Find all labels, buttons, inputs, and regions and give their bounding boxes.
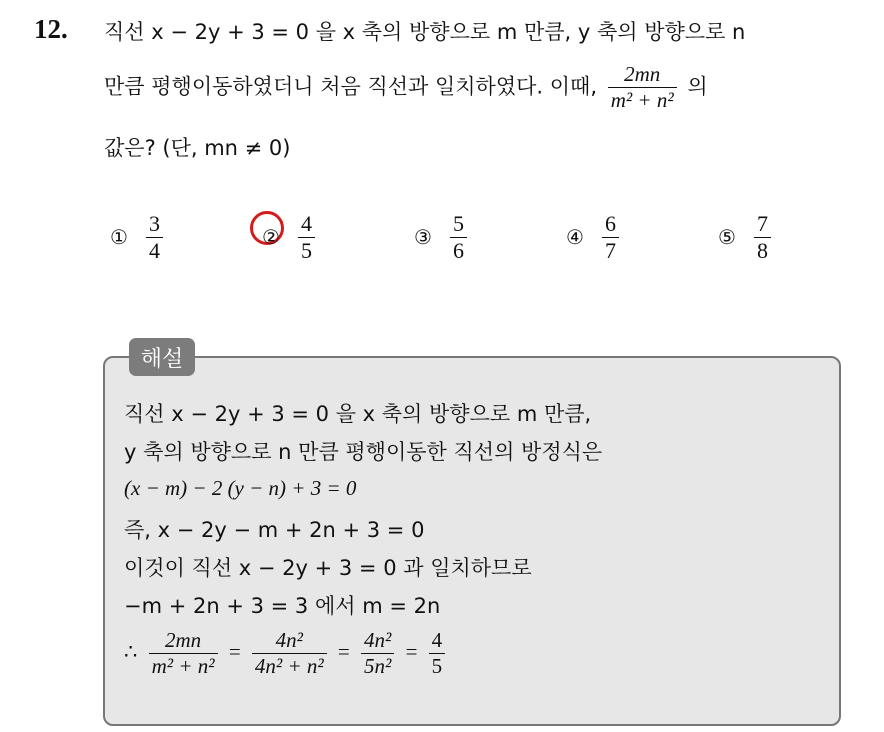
choice-3-fraction — [450, 211, 467, 264]
choice-4-den: 7 — [602, 237, 619, 264]
therefore-symbol: ∴ — [124, 639, 138, 664]
final-fraction-1-den: m² + n² — [149, 653, 218, 679]
choice-3-num: 5 — [453, 210, 464, 236]
choice-2-den: 5 — [298, 237, 315, 264]
question-line-2-end: 의 — [687, 74, 708, 99]
choice-1[interactable] — [110, 205, 220, 269]
final-fraction-3 — [361, 628, 394, 679]
equals-sign-2: = — [337, 639, 350, 664]
choice-5-mark: ⑤ — [718, 225, 736, 249]
choice-5-fraction — [754, 211, 771, 264]
question-line-2-text: 만큼 평행이동하였더니 처음 직선과 일치하였다. 이때, — [104, 74, 598, 99]
final-fraction-4-den: 5 — [429, 653, 446, 679]
choice-4-mark: ④ — [566, 225, 584, 249]
solution-line-4: 즉, x − 2y − m + 2n + 3 = 0 — [124, 518, 425, 542]
choice-1-fraction — [146, 211, 163, 264]
final-fraction-2-den: 4n² + n² — [252, 653, 327, 679]
final-fraction-3-num: 4n² — [364, 628, 392, 652]
choice-4[interactable] — [566, 205, 676, 269]
final-fraction-1-num: 2mn — [165, 628, 202, 652]
choice-3-mark: ③ — [414, 225, 432, 249]
final-fraction-1 — [149, 628, 218, 679]
choice-2[interactable] — [262, 205, 372, 269]
question-fraction — [608, 62, 677, 113]
equals-sign-1: = — [228, 639, 241, 664]
choice-2-num: 4 — [301, 210, 312, 236]
question-line-3: 값은? (단, mn ≠ 0) — [104, 136, 291, 160]
question-line-2 — [104, 62, 708, 113]
choice-3[interactable] — [414, 205, 524, 269]
question-line-1: 직선 x − 2y + 3 = 0 을 x 축의 방향으로 m 만큼, y 축의 방향으로 n — [104, 20, 746, 44]
equals-sign-3: = — [405, 639, 418, 664]
choice-2-mark: ② — [262, 225, 280, 249]
choice-1-num: 3 — [149, 210, 160, 236]
final-fraction-4-num: 4 — [431, 628, 443, 652]
final-fraction-4 — [429, 628, 446, 679]
solution-tag: 해설 — [129, 338, 195, 376]
choice-2-fraction — [298, 211, 315, 264]
solution-line-2: y 축의 방향으로 n 만큼 평행이동한 직선의 방정식은 — [124, 440, 603, 464]
final-fraction-2 — [252, 628, 327, 679]
choice-5[interactable] — [718, 205, 828, 269]
choice-4-fraction — [602, 211, 619, 264]
solution-line-5: 이것이 직선 x − 2y + 3 = 0 과 일치하므로 — [124, 556, 532, 580]
solution-line-6: −m + 2n + 3 = 3 에서 m = 2n — [124, 594, 441, 618]
question-fraction-denominator: m² + n² — [608, 87, 677, 113]
choice-1-den: 4 — [146, 237, 163, 264]
question-number: 12. — [34, 14, 68, 44]
choice-5-num: 7 — [757, 210, 768, 236]
choice-5-den: 8 — [754, 237, 771, 264]
choice-1-mark: ① — [110, 225, 128, 249]
solution-line-1: 직선 x − 2y + 3 = 0 을 x 축의 방향으로 m 만큼, — [124, 402, 592, 426]
question-fraction-numerator: 2mn — [624, 62, 661, 86]
final-fraction-2-num: 4n² — [275, 628, 303, 652]
choice-3-den: 6 — [450, 237, 467, 264]
final-fraction-3-den: 5n² — [361, 653, 394, 679]
solution-line-3: (x − m) − 2 (y − n) + 3 = 0 — [124, 476, 357, 500]
solution-final-line — [124, 628, 451, 679]
choice-4-num: 6 — [605, 210, 616, 236]
